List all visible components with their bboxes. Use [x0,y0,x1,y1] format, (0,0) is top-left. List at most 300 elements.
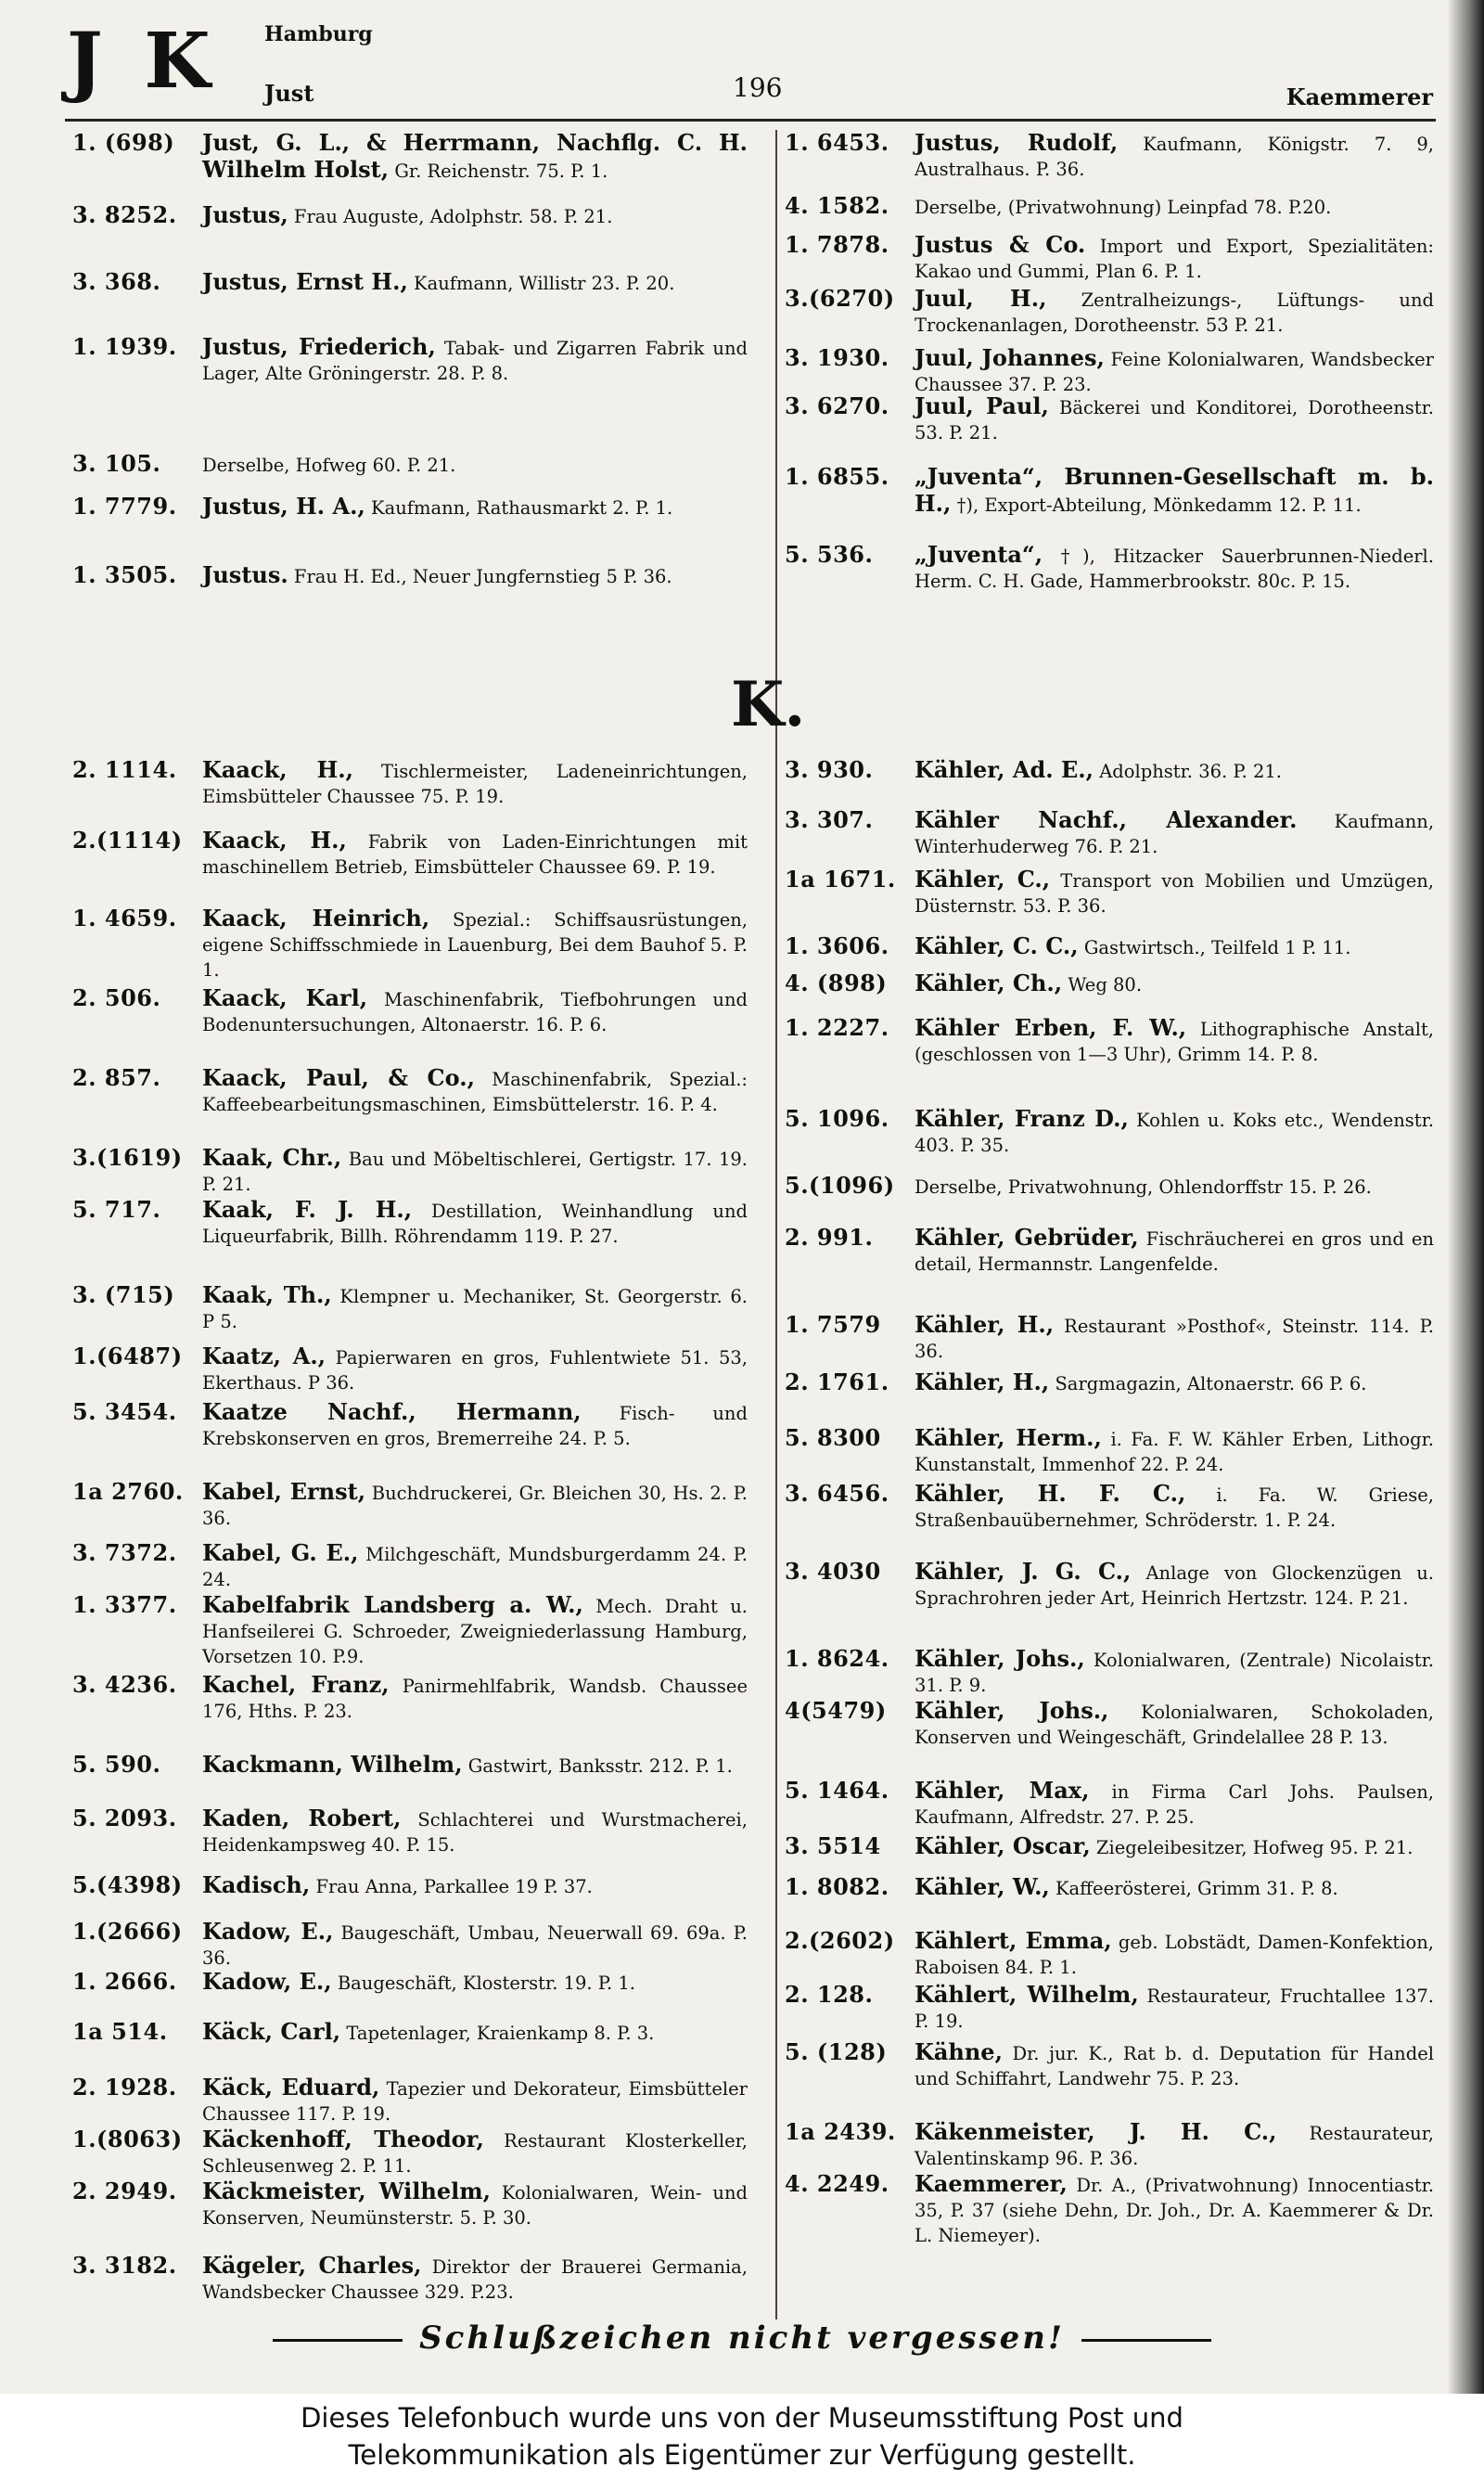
subscriber-details: Direktor der Brauerei Germania, Wandsbecker Chaussee 329. P.23. [202,2256,748,2303]
phone-number: 1.(8063) [72,2126,183,2152]
entry-text [202,828,748,880]
phone-number: 3. 3182. [72,2252,177,2279]
listing-entry [72,757,748,809]
phone-number: 1. 3505. [72,561,177,588]
entry-text [915,286,1434,338]
subscriber-details: Papierwaren en gros, Fuhlentwiete 51. 53, Ekerthaus. P 36. [202,1347,748,1394]
phone-number: 4(5479) [785,1697,887,1724]
subscriber-details: Derselbe, Hofweg 60. P. 21. [202,455,456,476]
listing-entry [72,202,748,229]
listing-entry [72,1065,748,1117]
phone-number: 4. 2249. [785,2170,889,2197]
subscriber-name: Kaatz, A., [202,1343,326,1369]
entry-text [915,1646,1434,1698]
subscriber-name: „Juventa“, Brunnen-Gesellschaft m. b. H., [915,463,1434,517]
listing-entry [72,1872,748,1899]
page-header [0,0,1484,121]
listing-entry [785,1225,1434,1277]
subscriber-name: Kähler, J. G. C., [915,1558,1132,1585]
listing-entry [72,1752,748,1779]
phone-number: 1.(2666) [72,1918,183,1945]
subscriber-details: Maschinenfabrik, Spezial.: Kaffeebearbeitungsmaschinen, Eimsbüttelerstr. 16. P. 4. [202,1069,748,1115]
subscriber-details: Spezial.: Schiffsausrüstungen, eigene Schiffsschmiede in Lauenburg, Bei dem Bauhof 5. P. 1. [202,909,748,981]
subscriber-details: Derselbe, (Privatwohnung) Leinpfad 78. P.20. [915,197,1332,218]
entry-text [915,2171,1434,2248]
subscriber-details: Restaurant Klosterkeller, Schleusenweg 2. P. 11. [202,2130,748,2177]
subscriber-name: Kaack, H., [202,827,347,854]
entry-text [202,1872,748,1899]
phone-number: 1. 1939. [72,333,177,360]
phone-number: 2.(1114) [72,827,183,854]
subscriber-details: in Firma Carl Johs. Paulsen, Kaufmann, Alfredstr. 27. P. 25. [915,1781,1434,1828]
subscriber-name: Kaak, Th., [202,1281,332,1308]
subscriber-name: Kähler, Oscar, [915,1832,1091,1859]
phone-number: 5. 1096. [785,1105,889,1132]
phone-number: 1. (698) [72,129,175,156]
subscriber-details: Gastwirtsch., Teilfeld 1 P. 11. [1083,937,1351,958]
subscriber-details: Kaufmann, Winterhuderweg 76. P. 21. [915,811,1435,857]
subscriber-name: Kählert, Emma, [915,1927,1112,1954]
listing-entry [72,828,748,880]
subscriber-details: Restaurant »Posthof«, Steinstr. 114. P. 36. [915,1316,1435,1362]
subscriber-details: Gr. Reichenstr. 75. P. 1. [394,161,608,182]
subscriber-name: Justus. [202,561,288,588]
subscriber-details: Baugeschäft, Umbau, Neuerwall 69. 69a. P. 36. [202,1922,748,1969]
entry-text [915,193,1434,220]
subscriber-details: Derselbe, Privatwohnung, Ohlendorffstr 15. P. 26. [915,1176,1372,1198]
entry-text [915,970,1434,997]
subscriber-details: Kaufmann, Königstr. 7. 9, Australhaus. P. 36. [915,134,1434,180]
listing-entry [785,2171,1434,2248]
subscriber-name: Kähler, Franz D., [915,1105,1129,1132]
listing-entry [785,464,1434,518]
subscriber-name: Käck, Eduard, [202,2074,380,2101]
subscriber-name: Justus, Ernst H., [202,268,408,295]
listing-entry [72,1343,748,1395]
entry-text [915,393,1434,445]
subscriber-name: Kähler, Johs., [915,1645,1085,1672]
listing-entry [785,2039,1434,2091]
entry-text [202,1197,748,1249]
phone-number: 1. 6855. [785,463,889,490]
subscriber-name: Kaack, Heinrich, [202,905,430,932]
subscriber-name: Kadow, E., [202,1918,334,1945]
phone-number: 5. 3454. [72,1398,177,1425]
phone-number: 5.(4398) [72,1871,183,1898]
subscriber-details: Fabrik von Laden-Einrichtungen mit maschinellem Betrieb, Eimsbütteler Chaussee 69. P. 19. [202,831,748,878]
entry-text [202,2127,748,2178]
subscriber-name: Kähne, [915,2038,1003,2065]
subscriber-details: †), Export-Abteilung, Mönkedamm 12. P. 11. [956,495,1362,516]
phone-number: 3. 8252. [72,201,177,228]
subscriber-details: Tapezier und Dekorateur, Eimsbütteler Chaussee 117. P. 19. [202,2078,748,2125]
subscriber-details: Schlachterei und Wurstmacherei, Heidenkampsweg 40. P. 15. [202,1809,748,1856]
phone-number: 1. 2227. [785,1014,889,1041]
phone-number: 1a 1671. [785,866,896,893]
phone-number: 1. 8082. [785,1873,889,1900]
listing-entry [785,393,1434,445]
phone-number: 5. 2093. [72,1805,177,1831]
first-entry-label: Just [264,80,314,107]
subscriber-details: Frau Anna, Parkallee 19 P. 37. [315,1876,593,1897]
listing-entry [72,1540,748,1592]
footnote [0,2319,1484,2357]
phone-number: 5.(1096) [785,1172,895,1199]
listing-entry [72,2127,748,2178]
phone-number: 2. 1114. [72,756,177,783]
subscriber-name: Kabel, Ernst, [202,1478,366,1505]
phone-number: 3. 7372. [72,1539,177,1566]
subscriber-name: Kähler, Ad. E., [915,756,1094,783]
phone-number: 3.(1619) [72,1144,183,1171]
subscriber-details: Dr. A., (Privatwohnung) Innocentiastr. 35, P. 37 (siehe Dehn, Dr. Joh., Dr. A. Kaemmerer & Dr. L. Niemeyer). [915,2175,1435,2246]
subscriber-name: Kaatze Nachf., Hermann, [202,1398,582,1425]
subscriber-details: Kohlen u. Koks etc., Wendenstr. 403. P. 35. [915,1110,1434,1156]
subscriber-name: Käckenhoff, Theodor, [202,2126,484,2152]
entry-text [202,451,748,478]
section-letter: K. [731,668,806,740]
subscriber-name: Justus, H. A., [202,493,365,520]
listing-entry [785,1425,1434,1477]
entry-text [202,1919,748,1971]
entry-text [915,232,1434,284]
subscriber-details: Panirmehlfabrik, Wandsb. Chaussee 176, Hths. P. 23. [202,1676,748,1722]
entry-text [915,1312,1434,1364]
subscriber-name: Juul, H., [915,285,1047,312]
listing-entry [785,1369,1434,1396]
subscriber-details: i. Fa. W. Griese, Straßenbauübernehmer, Schröderstr. 1. P. 24. [915,1484,1434,1531]
listing-entry [785,286,1434,338]
entry-text [915,1778,1434,1830]
entry-text [915,1173,1434,1200]
subscriber-name: Kähler, Johs., [915,1697,1109,1724]
listing-entry [785,933,1434,960]
listing-entry [72,2019,748,2046]
subscriber-name: „Juventa“, [915,541,1043,568]
phone-number: 1. 8624. [785,1645,889,1672]
phone-number: 5. 590. [72,1751,161,1778]
subscriber-details: Kolonialwaren, Schokoladen, Konserven und Weingeschäft, Grindelallee 28 P. 13. [915,1702,1435,1748]
entry-text [202,494,748,520]
entry-text [202,2253,748,2305]
subscriber-details: Mech. Draht u. Hanfseilerei G. Schroeder, Zweigniederlassung Hamburg, Vorsetzen 10. P.9. [202,1596,748,1667]
entry-text [915,1425,1434,1477]
subscriber-details: Destillation, Weinhandlung und Liqueurfabrik, Billh. Röhrendamm 119. P. 27. [202,1201,748,1247]
subscriber-details: Feine Kolonialwaren, Wandsbecker Chaussee 37. P. 23. [915,349,1434,395]
subscriber-name: Kähler, H., [915,1311,1055,1338]
subscriber-name: Juul, Johannes, [915,344,1105,371]
phone-number: 5. 536. [785,541,874,568]
listing-entry [72,1672,748,1724]
listing-entry [785,345,1434,397]
subscriber-details: Weg 80. [1068,974,1143,996]
phone-number: 4. (898) [785,970,888,996]
index-letters: J K [67,17,218,106]
subscriber-details: Kaffeerösterei, Grimm 31. P. 8. [1055,1878,1338,1899]
subscriber-name: Kaack, H., [202,756,354,783]
listing-entry [72,269,748,296]
subscriber-details: Sargmagazin, Altonaerstr. 66 P. 6. [1055,1373,1367,1394]
footer-line-1: Dieses Telefonbuch wurde uns von der Museumsstiftung Post und [301,2402,1183,2434]
phone-number: 3. 368. [72,268,161,295]
listing-entry [785,193,1434,220]
subscriber-name: Kaack, Paul, & Co., [202,1064,475,1091]
listing-entry [785,1106,1434,1158]
entry-text [915,1225,1434,1277]
entry-text [915,1928,1434,1980]
subscriber-details: Fisch- und Krebskonserven en gros, Bremerreihe 24. P. 5. [202,1403,748,1449]
entry-text [915,130,1434,182]
subscriber-name: Kadow, E., [202,1968,332,1995]
phone-number: 3. (715) [72,1281,175,1308]
subscriber-name: Juul, Paul, [915,392,1049,419]
subscriber-details: Kolonialwaren, (Zentrale) Nicolaistr. 31. P. 9. [915,1650,1434,1696]
footnote-rule-left [273,2339,403,2342]
listing-entry [785,130,1434,182]
listing-entry [72,2075,748,2127]
page-number: 196 [733,72,783,103]
entry-text [202,1592,748,1669]
entry-text [915,1874,1434,1901]
subscriber-name: Kähler, Gebrüder, [915,1224,1139,1251]
listing-entry [785,1928,1434,1980]
phone-number: 1. 4659. [72,905,177,932]
listing-entry [72,1145,748,1197]
listing-entry [785,2119,1434,2171]
listing-entry [72,1282,748,1334]
subscriber-details: Tabak- und Zigarren Fabrik und Lager, Alte Gröningerstr. 28. P. 8. [202,338,748,384]
listing-entry [72,451,748,478]
entry-text [202,1672,748,1724]
listing-entry [72,1479,748,1531]
phone-number: 3. 105. [72,450,161,477]
entry-text [202,2019,748,2046]
footer-notice [0,2394,1484,2480]
subscriber-name: Kähler, W., [915,1873,1050,1900]
listing-entry [785,1874,1434,1901]
subscriber-details: Bäckerei und Konditorei, Dorotheenstr. 53. P. 21. [915,397,1435,443]
subscriber-name: Kadisch, [202,1871,311,1898]
listing-entry [785,1173,1434,1200]
entry-text [202,1399,748,1451]
phone-number: 2. 991. [785,1224,874,1251]
subscriber-name: Kägeler, Charles, [202,2252,422,2279]
listing-entry [785,807,1434,859]
subscriber-name: Kachel, Franz, [202,1671,390,1698]
subscriber-name: Käkenmeister, J. H. C., [915,2118,1277,2145]
entry-text [915,1833,1434,1860]
subscriber-details: Kaufmann, Rathausmarkt 2. P. 1. [371,497,673,519]
column-divider [775,130,777,2319]
subscriber-name: Kähler, Ch., [915,970,1063,996]
entry-text [915,1106,1434,1158]
subscriber-name: Kaack, Karl, [202,984,368,1011]
listing-entry [785,1312,1434,1364]
subscriber-details: Bau und Möbeltischlerei, Gertigstr. 17. 19. P. 21. [202,1149,748,1195]
phone-number: 1. 3606. [785,932,889,959]
subscriber-details: Gastwirt, Banksstr. 212. P. 1. [467,1755,733,1777]
subscriber-details: Restaurateur, Valentinskamp 96. P. 36. [915,2123,1435,2169]
listing-entry [72,906,748,983]
entry-text [915,1481,1434,1533]
subscriber-name: Kabel, G. E., [202,1539,359,1566]
phone-number: 3. 4236. [72,1671,177,1698]
listing-entry [72,2253,748,2305]
subscriber-details: Adolphstr. 36. P. 21. [1099,761,1282,782]
subscriber-name: Kähler, C. C., [915,932,1079,959]
phone-number: 3. 6270. [785,392,889,419]
subscriber-details: Dr. jur. K., Rat b. d. Deputation für Handel und Schiffahrt, Landwehr 75. P. 23. [915,2043,1434,2089]
subscriber-name: Just, G. L., & Herrmann, Nachflg. C. H. Wilhelm Holst, [202,129,748,183]
phone-number: 1a 2760. [72,1478,184,1505]
subscriber-details: Kaufmann, Willistr 23. P. 20. [414,273,675,294]
phone-number: 2. 1928. [72,2074,177,2101]
listing-entry [785,1646,1434,1698]
listing-entry [72,1919,748,1971]
listing-entry [785,1698,1434,1750]
listing-entry [785,867,1434,919]
subscriber-details: geb. Lobstädt, Damen-Konfektion, Raboisen 84. P. 1. [915,1932,1434,1978]
subscriber-name: Justus, [202,201,288,228]
entry-text [202,334,748,386]
entry-text [915,1698,1434,1750]
phone-number: 5. (128) [785,2038,888,2065]
footer-line-2: Telekommunikation als Eigentümer zur Verfügung gestellt. [348,2439,1136,2471]
subscriber-details: Anlage von Glockenzügen u. Sprachrohren jeder Art, Heinrich Hertzstr. 124. P. 21. [915,1562,1435,1609]
entry-text [915,345,1434,397]
subscriber-details: Zentralheizungs-, Lüftungs- und Trockenanlagen, Dorotheenstr. 53 P. 21. [915,289,1434,336]
subscriber-name: Justus & Co. [915,231,1086,258]
entry-text [202,2075,748,2127]
subscriber-name: Kackmann, Wilhelm, [202,1751,463,1778]
entry-text [202,562,748,589]
listing-entry [785,1982,1434,2034]
phone-number: 3. 1930. [785,344,889,371]
phone-number: 3.(6270) [785,285,895,312]
listing-entry [785,970,1434,997]
subscriber-details: Ziegeleibesitzer, Hofweg 95. P. 21. [1095,1837,1414,1858]
listing-entry [72,2178,748,2230]
subscriber-name: Kähler, H. F. C., [915,1480,1186,1507]
listing-entry [72,494,748,520]
entry-text [202,906,748,983]
phone-number: 1.(6487) [72,1343,183,1369]
phone-number: 2. 2949. [72,2178,177,2204]
phone-number: 4. 1582. [785,192,889,219]
entry-text [202,1282,748,1334]
entry-text [202,985,748,1037]
subscriber-details: Tischlermeister, Ladeneinrichtungen, Eimsbütteler Chaussee 75. P. 19. [202,761,748,807]
phone-number: 1. 7779. [72,493,177,520]
listing-entry [785,1481,1434,1533]
subscriber-name: Kähler Erben, F. W., [915,1014,1187,1041]
entry-text [915,867,1434,919]
entry-text [202,1145,748,1197]
entry-text [202,202,748,229]
listing-entry [72,985,748,1037]
subscriber-name: Kähler Nachf., Alexander. [915,806,1298,833]
subscriber-name: Kaak, F. J. H., [202,1196,413,1223]
entry-text [202,130,748,184]
subscriber-details: Frau Auguste, Adolphstr. 58. P. 21. [293,206,613,227]
listing-entry [72,1969,748,1996]
listing-entry [785,1833,1434,1860]
subscriber-name: Justus, Rudolf, [915,129,1119,156]
subscriber-name: Kaden, Robert, [202,1805,402,1831]
subscriber-details: Transport von Mobilien und Umzügen, Düsternstr. 53. P. 36. [915,870,1435,917]
phone-number: 1. 6453. [785,129,889,156]
subscriber-details: Buchdruckerei, Gr. Bleichen 30, Hs. 2. P. 36. [202,1483,748,1529]
subscriber-details: Kolonialwaren, Wein- und Konserven, Neumünsterstr. 5. P. 30. [202,2182,748,2229]
entry-text [915,757,1434,784]
entry-text [202,1752,748,1779]
subscriber-name: Käckmeister, Wilhelm, [202,2178,491,2204]
subscriber-details: Tapetenlager, Kraienkamp 8. P. 3. [346,2023,655,2044]
subscriber-name: Kähler, Herm., [915,1424,1102,1451]
phone-number: 5. 1464. [785,1777,889,1804]
subscriber-details: Baugeschäft, Klosterstr. 19. P. 1. [337,1972,635,1994]
listing-entry [72,334,748,386]
phone-number: 1a 2439. [785,2118,896,2145]
entry-text [202,2178,748,2230]
entry-text [202,1540,748,1592]
entry-text [915,464,1434,518]
entry-text [915,807,1434,859]
entry-text [202,1479,748,1531]
entry-text [915,1369,1434,1396]
phone-number: 1. 7878. [785,231,889,258]
listing-entry [785,757,1434,784]
listing-entry [785,232,1434,284]
city-label: Hamburg [264,22,373,46]
subscriber-details: Lithographische Anstalt, (geschlossen von 1—3 Uhr), Grimm 14. P. 8. [915,1019,1434,1065]
listing-entry [785,1015,1434,1067]
subscriber-details: †), Hitzacker Sauerbrunnen-Niederl. Herm. C. H. Gade, Hammerbrookstr. 80c. P. 15. [915,546,1434,592]
subscriber-name: Kähler, Max, [915,1777,1090,1804]
listing-entry [72,562,748,589]
phone-number: 2. 1761. [785,1368,889,1395]
entry-text [915,1559,1434,1611]
entry-text [202,1969,748,1996]
phone-number: 5. 8300 [785,1424,881,1451]
listing-entry [72,1592,748,1669]
footnote-rule-right [1081,2339,1211,2342]
entry-text [202,1805,748,1857]
subscriber-name: Kähler, H., [915,1368,1050,1395]
phone-number: 3. 930. [785,756,874,783]
entry-text [202,757,748,809]
phone-number: 1a 514. [72,2018,168,2045]
entry-text [202,269,748,296]
subscriber-name: Justus, Friederich, [202,333,436,360]
subscriber-details: Frau H. Ed., Neuer Jungfernstieg 5 P. 36. [293,566,672,587]
phone-number: 2. 128. [785,1981,874,2008]
subscriber-name: Kaemmerer, [915,2170,1068,2197]
subscriber-details: Import und Export, Spezialitäten: Kakao und Gummi, Plan 6. P. 1. [915,236,1434,282]
phone-number: 2. 506. [72,984,161,1011]
subscriber-name: Kählert, Wilhelm, [915,1981,1139,2008]
phone-number: 3. 307. [785,806,874,833]
entry-text [915,933,1434,960]
subscriber-name: Kaak, Chr., [202,1144,342,1171]
phone-number: 3. 6456. [785,1480,889,1507]
phone-number: 1. 2666. [72,1968,177,1995]
listing-entry [72,1805,748,1857]
subscriber-name: Kähler, C., [915,866,1051,893]
phone-number: 3. 5514 [785,1832,881,1859]
entry-text [202,1065,748,1117]
listing-entry [72,1197,748,1249]
